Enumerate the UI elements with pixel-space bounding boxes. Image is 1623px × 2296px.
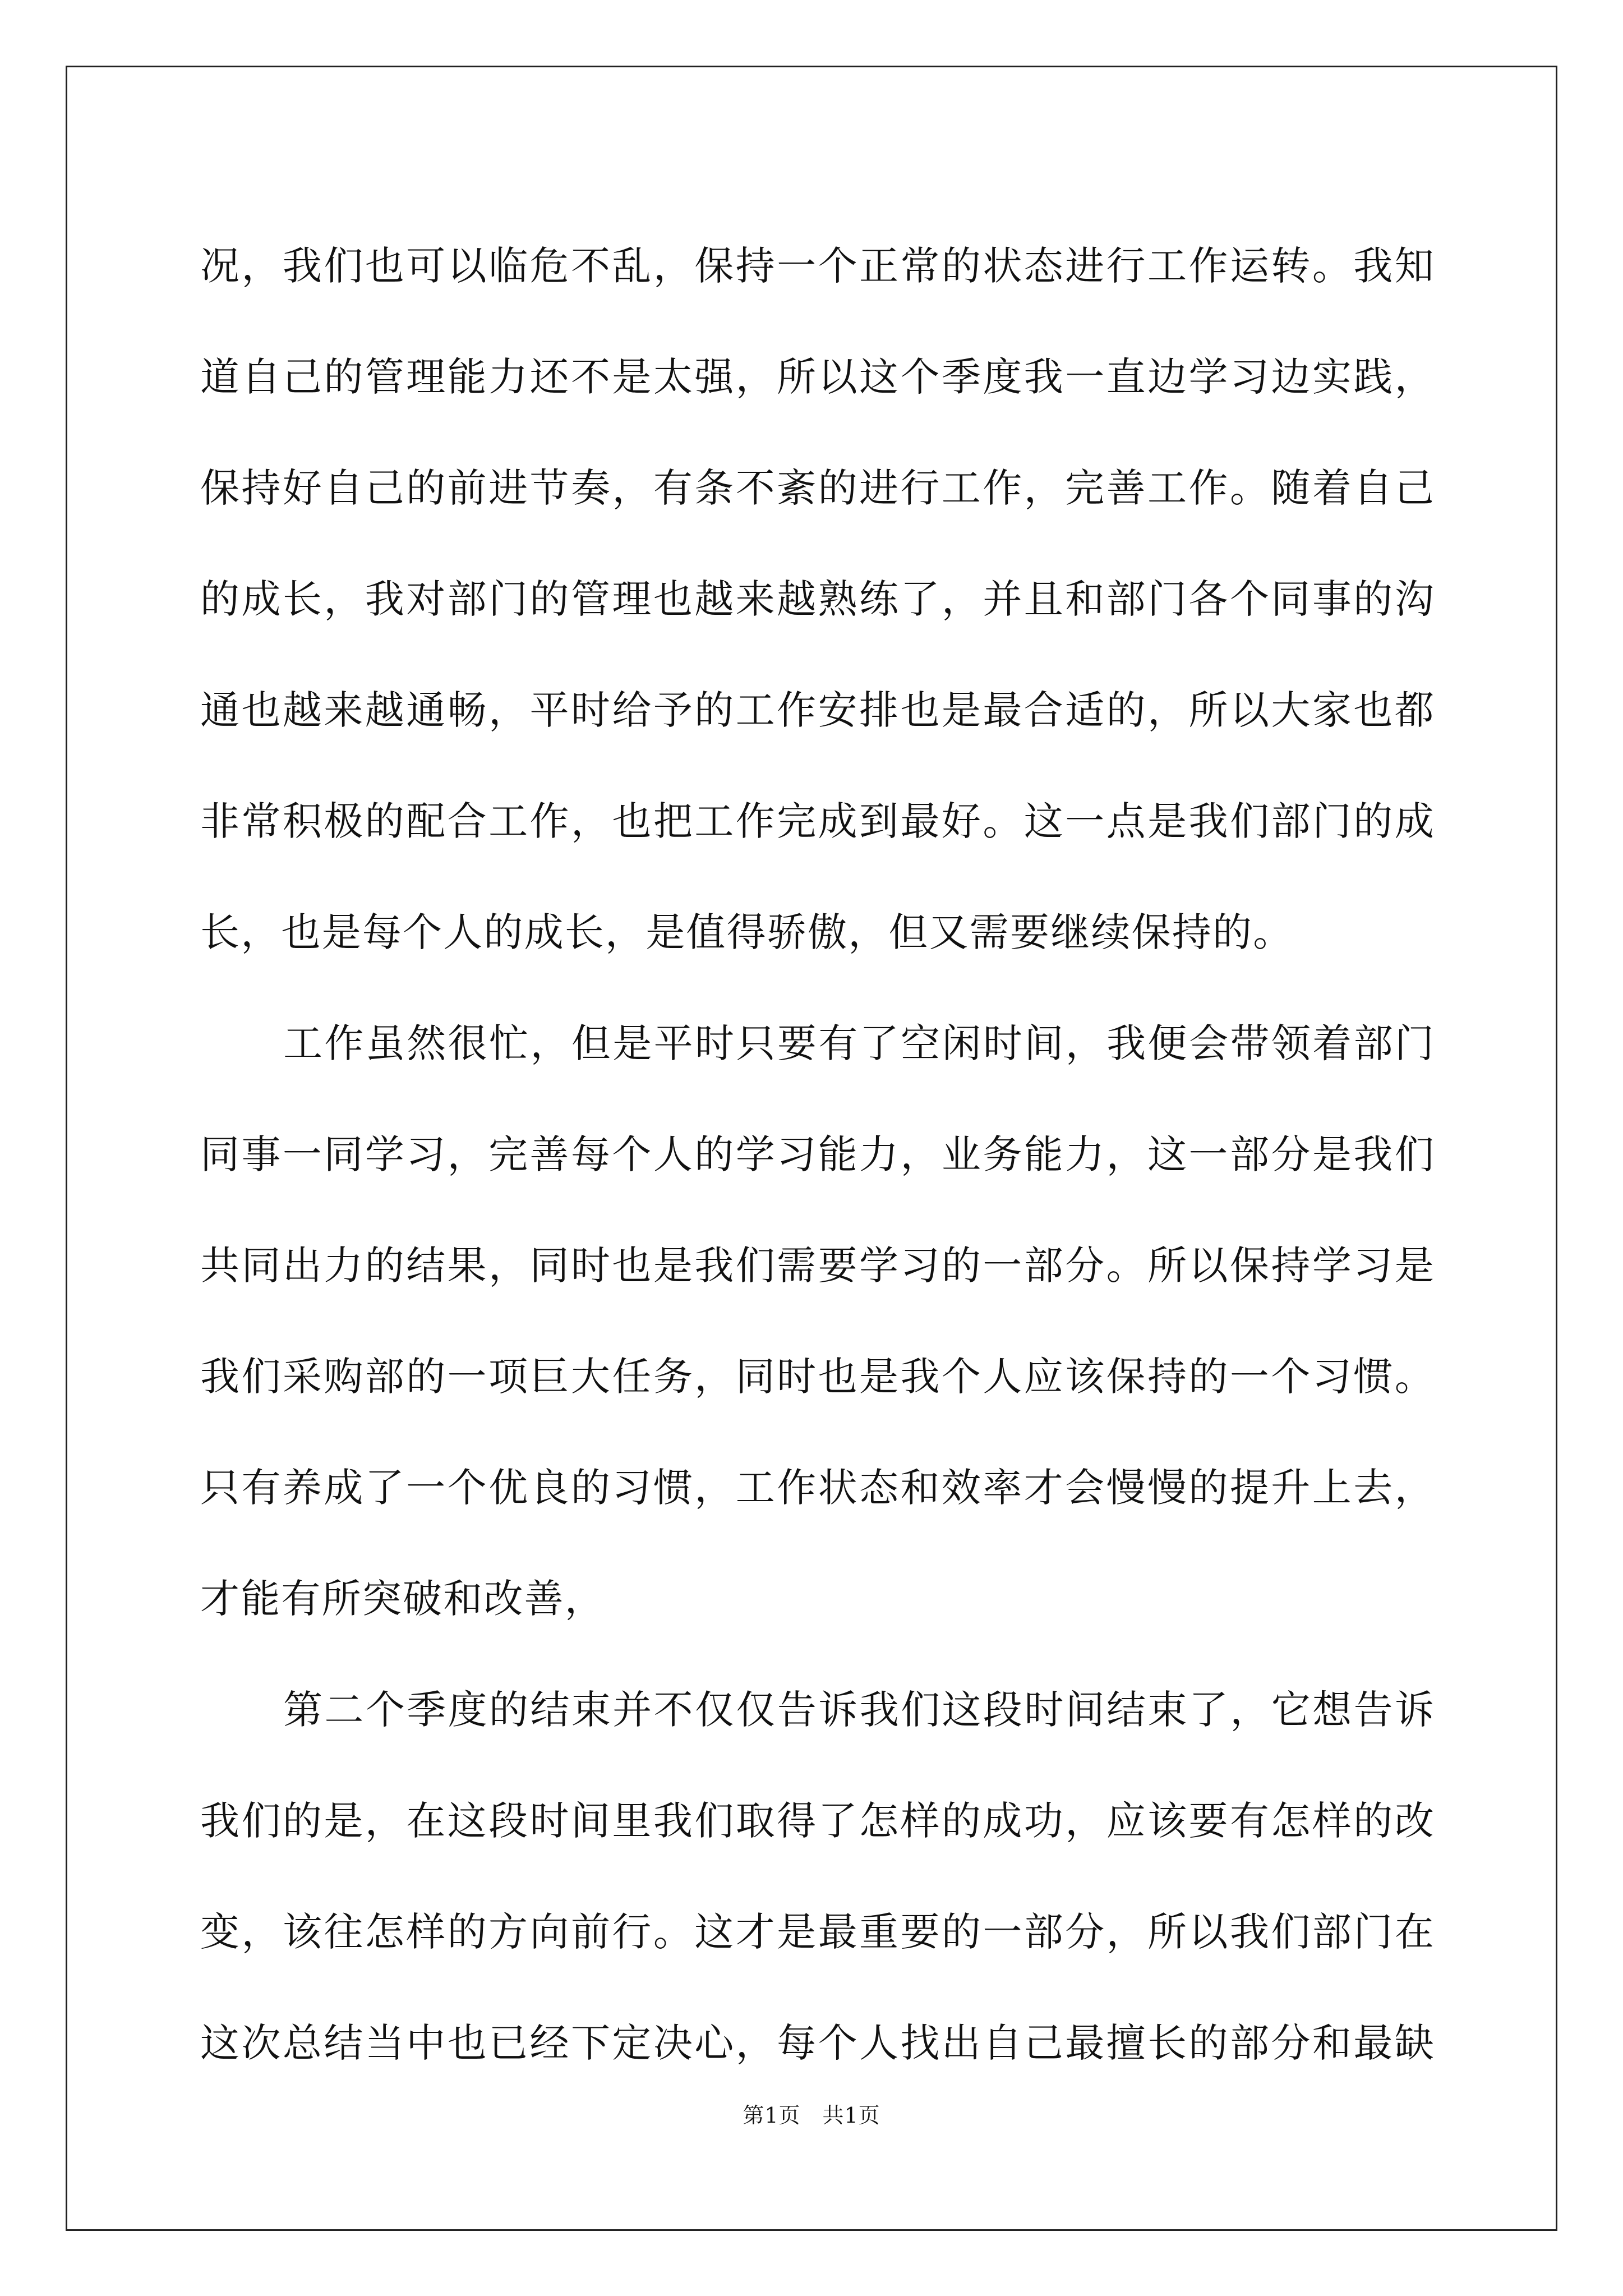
text-line: 只 有 养 成 了 一 个 优 良 的 习 惯 ， 工 作 状 态 和 效 率 才 会 慢 慢 的 提 升 上 去 ， — [200, 1465, 1434, 1511]
text-line: 我 们 采 购 部 的 一 项 巨 大 任 务 ， 同 时 也 是 我 个 人 应 该 保 持 的 一 个 习 惯 。 — [200, 1354, 1434, 1400]
text-line: 通 也 越 来 越 通 畅 ， 平 时 给 予 的 工 作 安 排 也 是 最 合 适 的 ， 所 以 大 家 也 都 — [200, 687, 1434, 733]
text-line: 非 常 积 极 的 配 合 工 作 ， 也 把 工 作 完 成 到 最 好 。 这 一 点 是 我 们 部 门 的 成 — [200, 798, 1434, 844]
text-line: 保 持 好 自 己 的 前 进 节 奏 ， 有 条 不 紊 的 进 行 工 作 ， 完 善 工 作 。 随 着 自 己 — [200, 465, 1434, 511]
text-line: 工 作 虽 然 很 忙 ， 但 是 平 时 只 要 有 了 空 闲 时 间 ， 我 便 会 带 领 着 部 门 — [283, 1020, 1434, 1066]
text-line: 况 ， 我 们 也 可 以 临 危 不 乱 ， 保 持 一 个 正 常 的 状 态 进 行 工 作 运 转 。 我 知 — [200, 243, 1434, 289]
text-line: 第 二 个 季 度 的 结 束 并 不 仅 仅 告 诉 我 们 这 段 时 间 结 束 了 ， 它 想 告 诉 — [283, 1687, 1434, 1733]
text-line: 我 们 的 是 ， 在 这 段 时 间 里 我 们 取 得 了 怎 样 的 成 功 ， 应 该 要 有 怎 样 的 改 — [200, 1798, 1434, 1844]
text-line: 同 事 一 同 学 习 ， 完 善 每 个 人 的 学 习 能 力 ， 业 务 能 力 ， 这 一 部 分 是 我 们 — [200, 1131, 1434, 1177]
text-line: 变 ， 该 往 怎 样 的 方 向 前 行 。 这 才 是 最 重 要 的 一 部 分 ， 所 以 我 们 部 门 在 — [200, 1909, 1434, 1955]
text-line: 才能有所突破和改善， — [200, 1576, 605, 1622]
text-line: 这 次 总 结 当 中 也 已 经 下 定 决 心 ， 每 个 人 找 出 自 己 最 擅 长 的 部 分 和 最 缺 — [200, 2020, 1434, 2066]
text-line: 共 同 出 力 的 结 果 ， 同 时 也 是 我 们 需 要 学 习 的 一 部 分 。 所 以 保 持 学 习 是 — [200, 1243, 1434, 1289]
page-footer: 第1页 共1页 — [743, 2103, 880, 2128]
text-line: 道 自 己 的 管 理 能 力 还 不 是 太 强 ， 所 以 这 个 季 度 我 一 直 边 学 习 边 实 践 ， — [200, 354, 1434, 400]
text-line: 的 成 长 ， 我 对 部 门 的 管 理 也 越 来 越 熟 练 了 ， 并 且 和 部 门 各 个 同 事 的 沟 — [200, 576, 1434, 622]
text-line: 长，也是每个人的成长，是值得骄傲，但又需要继续保持的。 — [200, 909, 1294, 955]
document-body — [200, 210, 1434, 2099]
